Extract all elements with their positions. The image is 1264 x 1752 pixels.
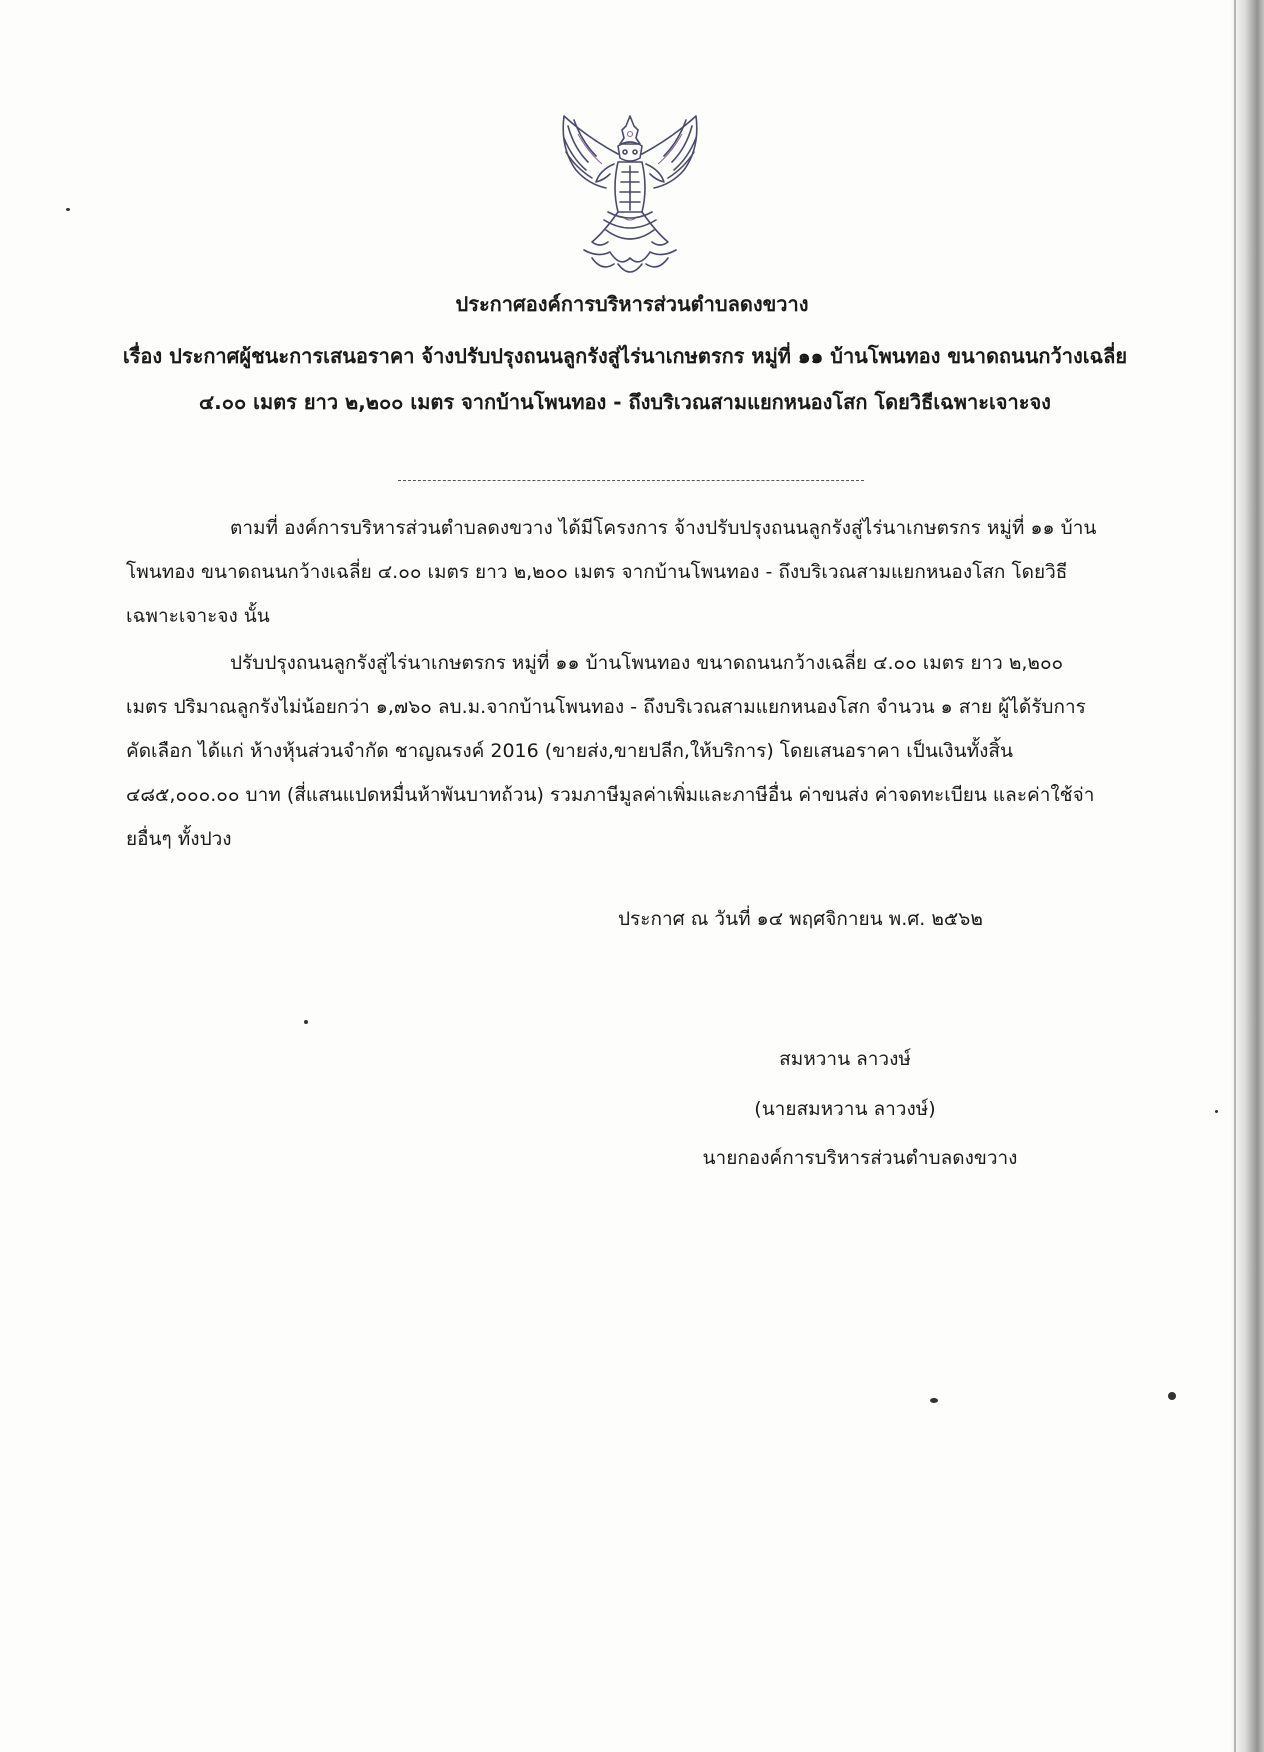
paragraph-1-text: ตามที่ องค์การบริหารส่วนตำบลดงขวาง ได้มีโครงการ จ้างปรับปรุงถนนลูกรังสู่ไร่นาเกษตรกร หมู่ที่ ๑๑ บ้านโพนทอง ขนาดถนนกว้างเฉลี่ย ๔.๐๐ เมตร ยาว ๒,๒๐๐ เมตร จากบ้านโพนทอง - ถึงบริเวณสามแยกหนองโสก โดยวิธีเฉพาะเจาะจง นั้น — [126, 517, 1097, 627]
signature-position: นายกองค์การบริหารส่วนตำบลดงขวาง — [702, 1147, 1018, 1169]
scan-speck — [930, 1398, 938, 1403]
scan-speck — [304, 1020, 308, 1024]
garuda-emblem-icon — [548, 108, 712, 284]
signature-name: สมหวาน ลาวงษ์ — [779, 1048, 911, 1070]
body-paragraph-1 — [126, 506, 1110, 638]
body-paragraph-2 — [126, 641, 1110, 861]
scan-speck — [1215, 1110, 1218, 1113]
paragraph-2-text: ปรับปรุงถนนลูกรังสู่ไร่นาเกษตรกร หมู่ที่ ๑๑ บ้านโพนทอง ขนาดถนนกว้างเฉลี่ย ๔.๐๐ เมตร ยาว ๒,๒๐๐ เมตร ปริมาณลูกรังไม่น้อยกว่า ๑,๗๖๐ ลบ.ม.จากบ้านโพนทอง - ถึงบริเวณสามแยกหนองโสก จำนวน ๑ สาย ผู้ได้รับการคัดเลือก ได้แก่ ห้างหุ้นส่วนจำกัด ชาญณรงค์ 2016 (ขายส่ง,ขายปลีก,ให้บริการ) โดยเสนอราคา เป็นเงินทั้งสิ้น ๔๘๕,๐๐๐.๐๐ บาท (สี่แสนแปดหมื่นห้าพันบาทถ้วน) รวมภาษีมูลค่าเพิ่มและภาษีอื่น ค่าขนส่ง ค่าจดทะเบียน และค่าใช้จ่ายอื่นๆ ทั้งปวง — [126, 652, 1095, 850]
announcement-date: ประกาศ ณ วันที่ ๑๔ พฤศจิกายน พ.ศ. ๒๕๖๒ — [618, 908, 983, 930]
scan-speck — [66, 208, 70, 211]
title-divider — [398, 480, 864, 481]
scan-edge-line — [1234, 0, 1236, 1752]
signature-full-name: (นายสมหวาน ลาวงษ์) — [754, 1098, 936, 1120]
announcement-subject: เรื่อง ประกาศผู้ชนะการเสนอราคา จ้างปรับปรุงถนนลูกรังสู่ไร่นาเกษตรกร หมู่ที่ ๑๑ บ้านโพนทอง ขนาดถนนกว้างเฉลี่ย ๔.๐๐ เมตร ยาว ๒,๒๐๐ เมตร จากบ้านโพนทอง - ถึงบริเวณสามแยกหนองโสก โดยวิธีเฉพาะเจาะจง — [122, 344, 1128, 414]
scan-speck — [1168, 1392, 1176, 1400]
announcement-org-title: ประกาศองค์การบริหารส่วนตำบลดงขวาง — [455, 292, 809, 316]
